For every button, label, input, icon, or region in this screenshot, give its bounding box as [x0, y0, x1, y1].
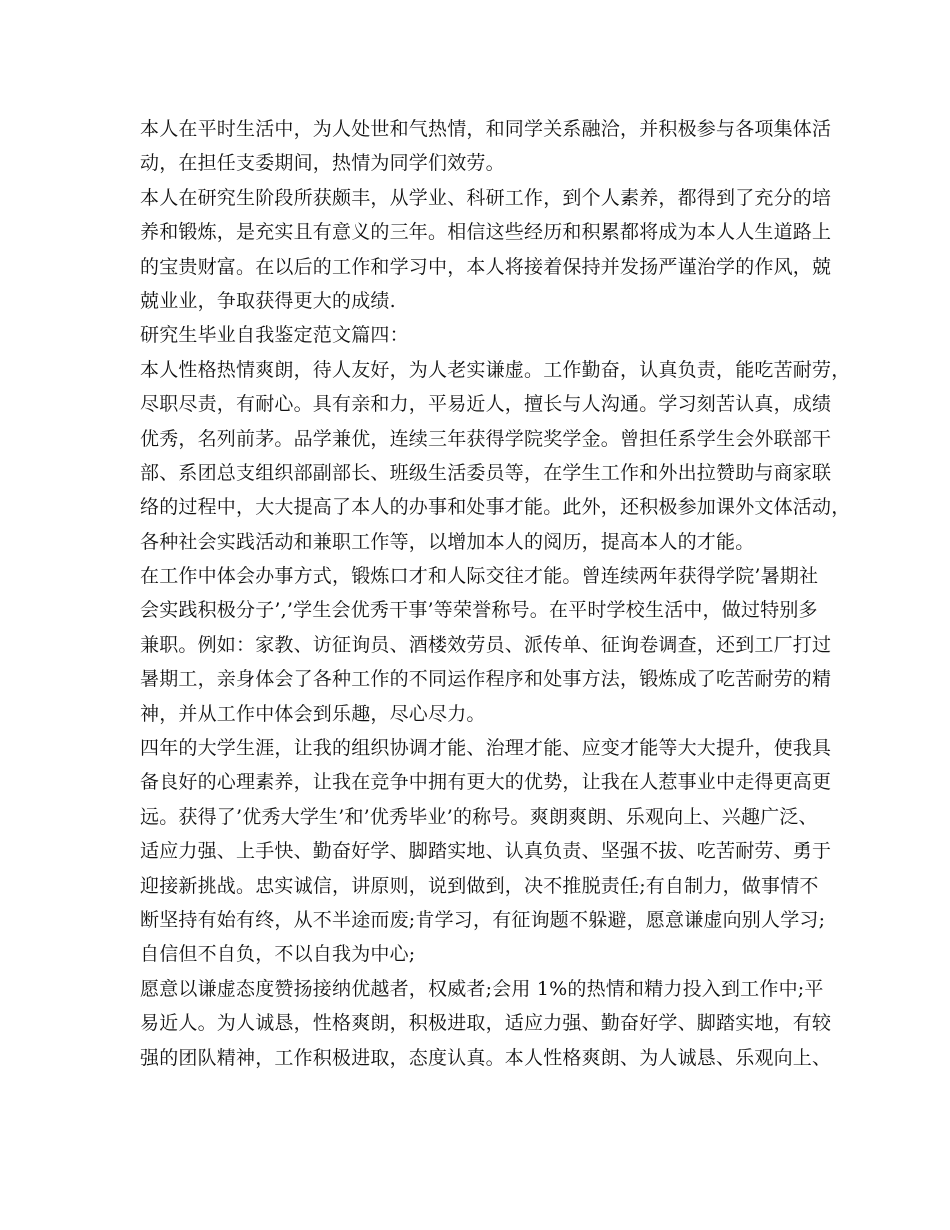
text-line: 络的过程中，大大提高了本人的办事和处事才能。此外，还积极参加课外文体活动，	[140, 496, 851, 519]
text-line: 迎接新挑战。忠实诚信，讲原则，说到做到，决不推脱责任;有自制力，做事情不	[140, 874, 819, 897]
text-line: 养和锻炼，是充实且有意义的三年。相信这些经历和积累都将成为本人人生道路上	[140, 221, 832, 244]
text-line: 暑期工，亲身体会了各种工作的不同运作程序和处事方法，锻炼成了吃苦耐劳的精	[140, 668, 832, 691]
text-line: 愿意以谦虚态度赞扬接纳优越者，权威者;会用 1%的热情和精力投入到工作中;平	[140, 977, 824, 1000]
text-line: 部、系团总支组织部副部长、班级生活委员等，在学生工作和外出拉赞助与商家联	[140, 461, 832, 484]
text-line: 优秀，名列前茅。品学兼优，连续三年获得学院奖学金。曾担任系学生会外联部干	[140, 427, 832, 450]
text-line: 备良好的心理素养，让我在竞争中拥有更大的优势，让我在人惹事业中走得更高更	[140, 771, 832, 794]
text-line: 强的团队精神，工作积极进取，态度认真。本人性格爽朗、为人诚恳、乐观向上、	[140, 1046, 832, 1069]
text-line: 本人性格热情爽朗，待人友好，为人老实谦虚。工作勤奋，认真负责，能吃苦耐劳，	[140, 358, 851, 381]
text-line: 会实践积极分子’,’学生会优秀干事’等荣誉称号。在平时学校生活中，做过特别多	[140, 599, 818, 622]
text-line: 在工作中体会办事方式，锻炼口才和人际交往才能。曾连续两年获得学院’暑期社	[140, 565, 819, 588]
text-line: 断坚持有始有终，从不半途而废;肯学习，有征询题不躲避，愿意谦虚向别人学习;	[140, 908, 826, 931]
text-line: 本人在研究生阶段所获颇丰，从学业、科研工作，到个人素养，都得到了充分的培	[140, 186, 832, 209]
text-line: 兢业业，争取获得更大的成绩.	[140, 289, 396, 312]
text-line: 四年的大学生涯，让我的组织协调才能、治理才能、应变才能等大大提升，使我具	[140, 737, 832, 760]
text-line: 的宝贵财富。在以后的工作和学习中，本人将接着保持并发扬严谨治学的作风，兢	[140, 255, 832, 278]
text-line: 兼职。例如：家教、访征询员、酒楼效劳员、派传单、征询卷调查，还到工厂打过	[140, 633, 832, 656]
text-line: 尽职尽责，有耐心。具有亲和力，平易近人，擅长与人沟通。学习刻苦认真，成绩	[140, 393, 832, 416]
text-line: 神，并从工作中体会到乐趣，尽心尽力。	[140, 702, 486, 725]
text-line: 自信但不自负，不以自我为中心;	[140, 943, 416, 966]
text-line: 适应力强、上手快、勤奋好学、脚踏实地、认真负责、坚强不拔、吃苦耐劳、勇于	[140, 840, 832, 863]
document-body	[140, 112, 851, 1075]
text-line: 本人在平时生活中，为人处世和气热情，和同学关系融洽，并积极参与各项集体活	[140, 118, 832, 140]
section-heading: 研究生毕业自我鉴定范文篇四：	[140, 324, 409, 347]
text-line: 易近人。为人诚恳，性格爽朗，积极进取，适应力强、勤奋好学、脚踏实地，有较	[140, 1012, 832, 1035]
text-line: 各种社会实践活动和兼职工作等，以增加本人的阅历，提高本人的才能。	[140, 530, 755, 553]
text-line: 远。获得了’优秀大学生’和’优秀毕业’的称号。爽朗爽朗、乐观向上、兴趣广泛、	[140, 805, 818, 828]
text-line: 动，在担任支委期间，热情为同学们效劳。	[140, 152, 505, 175]
